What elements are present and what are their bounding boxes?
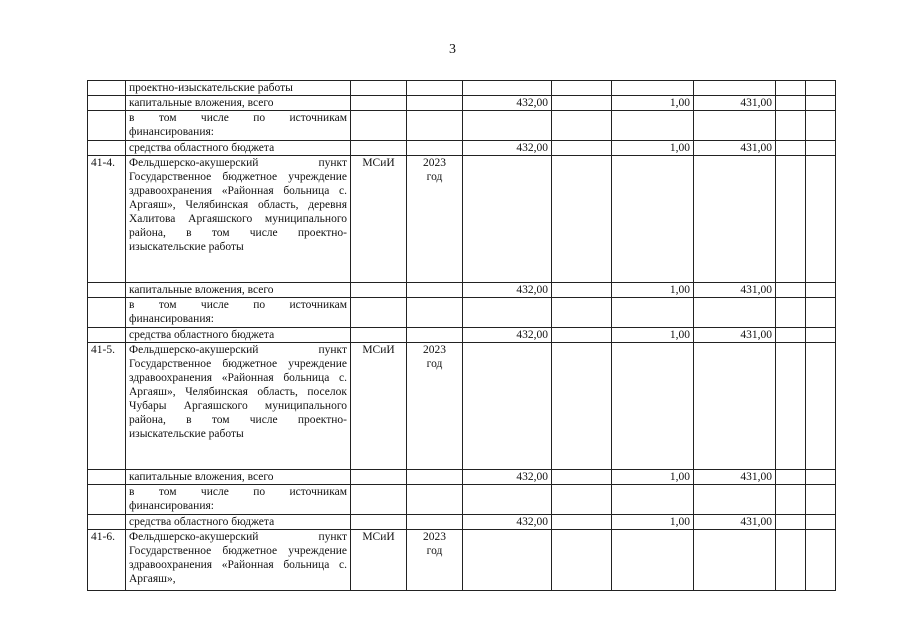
- year2-value: 431,00: [694, 283, 776, 298]
- row-label: средства областного бюджета: [126, 515, 351, 530]
- empty-cell: [806, 81, 836, 96]
- table-row: [88, 298, 836, 328]
- empty-cell: [351, 283, 407, 298]
- row-label: в том числе по источникам финансирования:: [126, 111, 351, 141]
- empty-cell: [351, 470, 407, 485]
- empty-cell: [88, 485, 126, 515]
- year1-value: [612, 298, 694, 328]
- year1-value: 1,00: [612, 283, 694, 298]
- year2-value: 431,00: [694, 470, 776, 485]
- empty-cell: [806, 111, 836, 141]
- year2-value: [694, 81, 776, 96]
- entry-name: Фельдшерско-акушерский пункт Государственное бюджетное учреждение здравоохранения «Районная больница с. Аргаяш», Челябинская область, деревня Халитова Аргаяшского муниципального района, в том числе проектно-изыскательские работы: [126, 156, 351, 283]
- row-label: капитальные вложения, всего: [126, 470, 351, 485]
- empty-cell: [88, 470, 126, 485]
- entry-name: Фельдшерско-акушерский пункт Государственное бюджетное учреждение здравоохранения «Районная больница с. Аргаяш», Челябинская область, поселок Чубары Аргаяшского муниципального района, в том числе проектно-изыскательские работы: [126, 343, 351, 470]
- entry-ministry: МСиИ: [351, 530, 407, 591]
- empty-cell: [776, 283, 806, 298]
- empty-cell: [351, 111, 407, 141]
- empty-cell: [407, 283, 463, 298]
- table-row-entry: [88, 343, 836, 470]
- year2-value: 431,00: [694, 515, 776, 530]
- year1-value: [612, 81, 694, 96]
- total-value: 432,00: [463, 328, 552, 343]
- table-row: [88, 111, 836, 141]
- empty-cell: [407, 328, 463, 343]
- empty-cell: [776, 141, 806, 156]
- empty-cell: [407, 470, 463, 485]
- empty-cell: [776, 328, 806, 343]
- empty-cell: [552, 328, 612, 343]
- empty-cell: [806, 515, 836, 530]
- entry-year: 2023 год: [407, 156, 463, 283]
- table-row: [88, 96, 836, 111]
- year2-value: 431,00: [694, 328, 776, 343]
- total-value: 432,00: [463, 96, 552, 111]
- empty-cell: [88, 283, 126, 298]
- year1-value: 1,00: [612, 96, 694, 111]
- empty-cell: [88, 81, 126, 96]
- year1-value: 1,00: [612, 470, 694, 485]
- total-value: [463, 81, 552, 96]
- empty-cell: [776, 470, 806, 485]
- total-value: 432,00: [463, 515, 552, 530]
- year2-value: [694, 298, 776, 328]
- empty-cell: [806, 298, 836, 328]
- year1-value: 1,00: [612, 328, 694, 343]
- table-row: [88, 515, 836, 530]
- empty-cell: [552, 298, 612, 328]
- year2-value: [694, 485, 776, 515]
- entry-ministry: МСиИ: [351, 156, 407, 283]
- empty-cell: [776, 298, 806, 328]
- total-value: 432,00: [463, 470, 552, 485]
- empty-cell: [552, 156, 612, 283]
- row-label: проектно-изыскательские работы: [126, 81, 351, 96]
- empty-cell: [88, 96, 126, 111]
- empty-cell: [552, 141, 612, 156]
- empty-cell: [694, 343, 776, 470]
- empty-cell: [694, 530, 776, 591]
- entry-ministry: МСиИ: [351, 343, 407, 470]
- empty-cell: [776, 485, 806, 515]
- empty-cell: [88, 328, 126, 343]
- year2-value: 431,00: [694, 141, 776, 156]
- table-row: [88, 141, 836, 156]
- year1-value: [612, 111, 694, 141]
- entry-number: 41-4.: [88, 156, 126, 283]
- empty-cell: [776, 81, 806, 96]
- empty-cell: [806, 283, 836, 298]
- empty-cell: [776, 515, 806, 530]
- total-value: 432,00: [463, 283, 552, 298]
- entry-year: 2023 год: [407, 530, 463, 591]
- page-number: 3: [449, 42, 456, 57]
- empty-cell: [552, 485, 612, 515]
- empty-cell: [88, 515, 126, 530]
- empty-cell: [88, 111, 126, 141]
- empty-cell: [776, 156, 806, 283]
- empty-cell: [351, 298, 407, 328]
- empty-cell: [463, 343, 552, 470]
- empty-cell: [351, 485, 407, 515]
- empty-cell: [351, 328, 407, 343]
- empty-cell: [463, 530, 552, 591]
- empty-cell: [88, 298, 126, 328]
- empty-cell: [88, 141, 126, 156]
- empty-cell: [806, 96, 836, 111]
- empty-cell: [407, 141, 463, 156]
- empty-cell: [351, 141, 407, 156]
- table-row: [88, 485, 836, 515]
- empty-cell: [552, 111, 612, 141]
- year2-value: [694, 111, 776, 141]
- empty-cell: [776, 96, 806, 111]
- table-row: [88, 81, 836, 96]
- empty-cell: [552, 283, 612, 298]
- empty-cell: [407, 81, 463, 96]
- empty-cell: [612, 343, 694, 470]
- empty-cell: [407, 485, 463, 515]
- empty-cell: [806, 141, 836, 156]
- entry-number: 41-6.: [88, 530, 126, 591]
- empty-cell: [552, 81, 612, 96]
- total-value: 432,00: [463, 141, 552, 156]
- empty-cell: [552, 96, 612, 111]
- table-row-entry: [88, 156, 836, 283]
- total-value: [463, 485, 552, 515]
- empty-cell: [612, 156, 694, 283]
- empty-cell: [552, 515, 612, 530]
- empty-cell: [806, 470, 836, 485]
- empty-cell: [407, 96, 463, 111]
- table-row: [88, 328, 836, 343]
- empty-cell: [806, 156, 836, 283]
- year1-value: [612, 485, 694, 515]
- entry-number: 41-5.: [88, 343, 126, 470]
- empty-cell: [351, 81, 407, 96]
- empty-cell: [776, 111, 806, 141]
- empty-cell: [463, 156, 552, 283]
- empty-cell: [776, 343, 806, 470]
- table-row-entry: [88, 530, 836, 591]
- empty-cell: [806, 530, 836, 591]
- empty-cell: [552, 530, 612, 591]
- entry-name: Фельдшерско-акушерский пункт Государственное бюджетное учреждение здравоохранения «Районная больница с. Аргаяш»,: [126, 530, 351, 591]
- empty-cell: [351, 515, 407, 530]
- row-label: капитальные вложения, всего: [126, 283, 351, 298]
- empty-cell: [694, 156, 776, 283]
- empty-cell: [806, 343, 836, 470]
- year1-value: 1,00: [612, 141, 694, 156]
- row-label: капитальные вложения, всего: [126, 96, 351, 111]
- total-value: [463, 111, 552, 141]
- empty-cell: [351, 96, 407, 111]
- empty-cell: [806, 485, 836, 515]
- row-label: в том числе по источникам финансирования:: [126, 298, 351, 328]
- empty-cell: [776, 530, 806, 591]
- row-label: средства областного бюджета: [126, 141, 351, 156]
- table-row: [88, 283, 836, 298]
- empty-cell: [612, 530, 694, 591]
- year1-value: 1,00: [612, 515, 694, 530]
- total-value: [463, 298, 552, 328]
- empty-cell: [552, 343, 612, 470]
- row-label: в том числе по источникам финансирования:: [126, 485, 351, 515]
- empty-cell: [407, 111, 463, 141]
- budget-table: [87, 80, 836, 591]
- entry-year: 2023 год: [407, 343, 463, 470]
- empty-cell: [407, 298, 463, 328]
- empty-cell: [552, 470, 612, 485]
- table-row: [88, 470, 836, 485]
- year2-value: 431,00: [694, 96, 776, 111]
- empty-cell: [407, 515, 463, 530]
- empty-cell: [806, 328, 836, 343]
- row-label: средства областного бюджета: [126, 328, 351, 343]
